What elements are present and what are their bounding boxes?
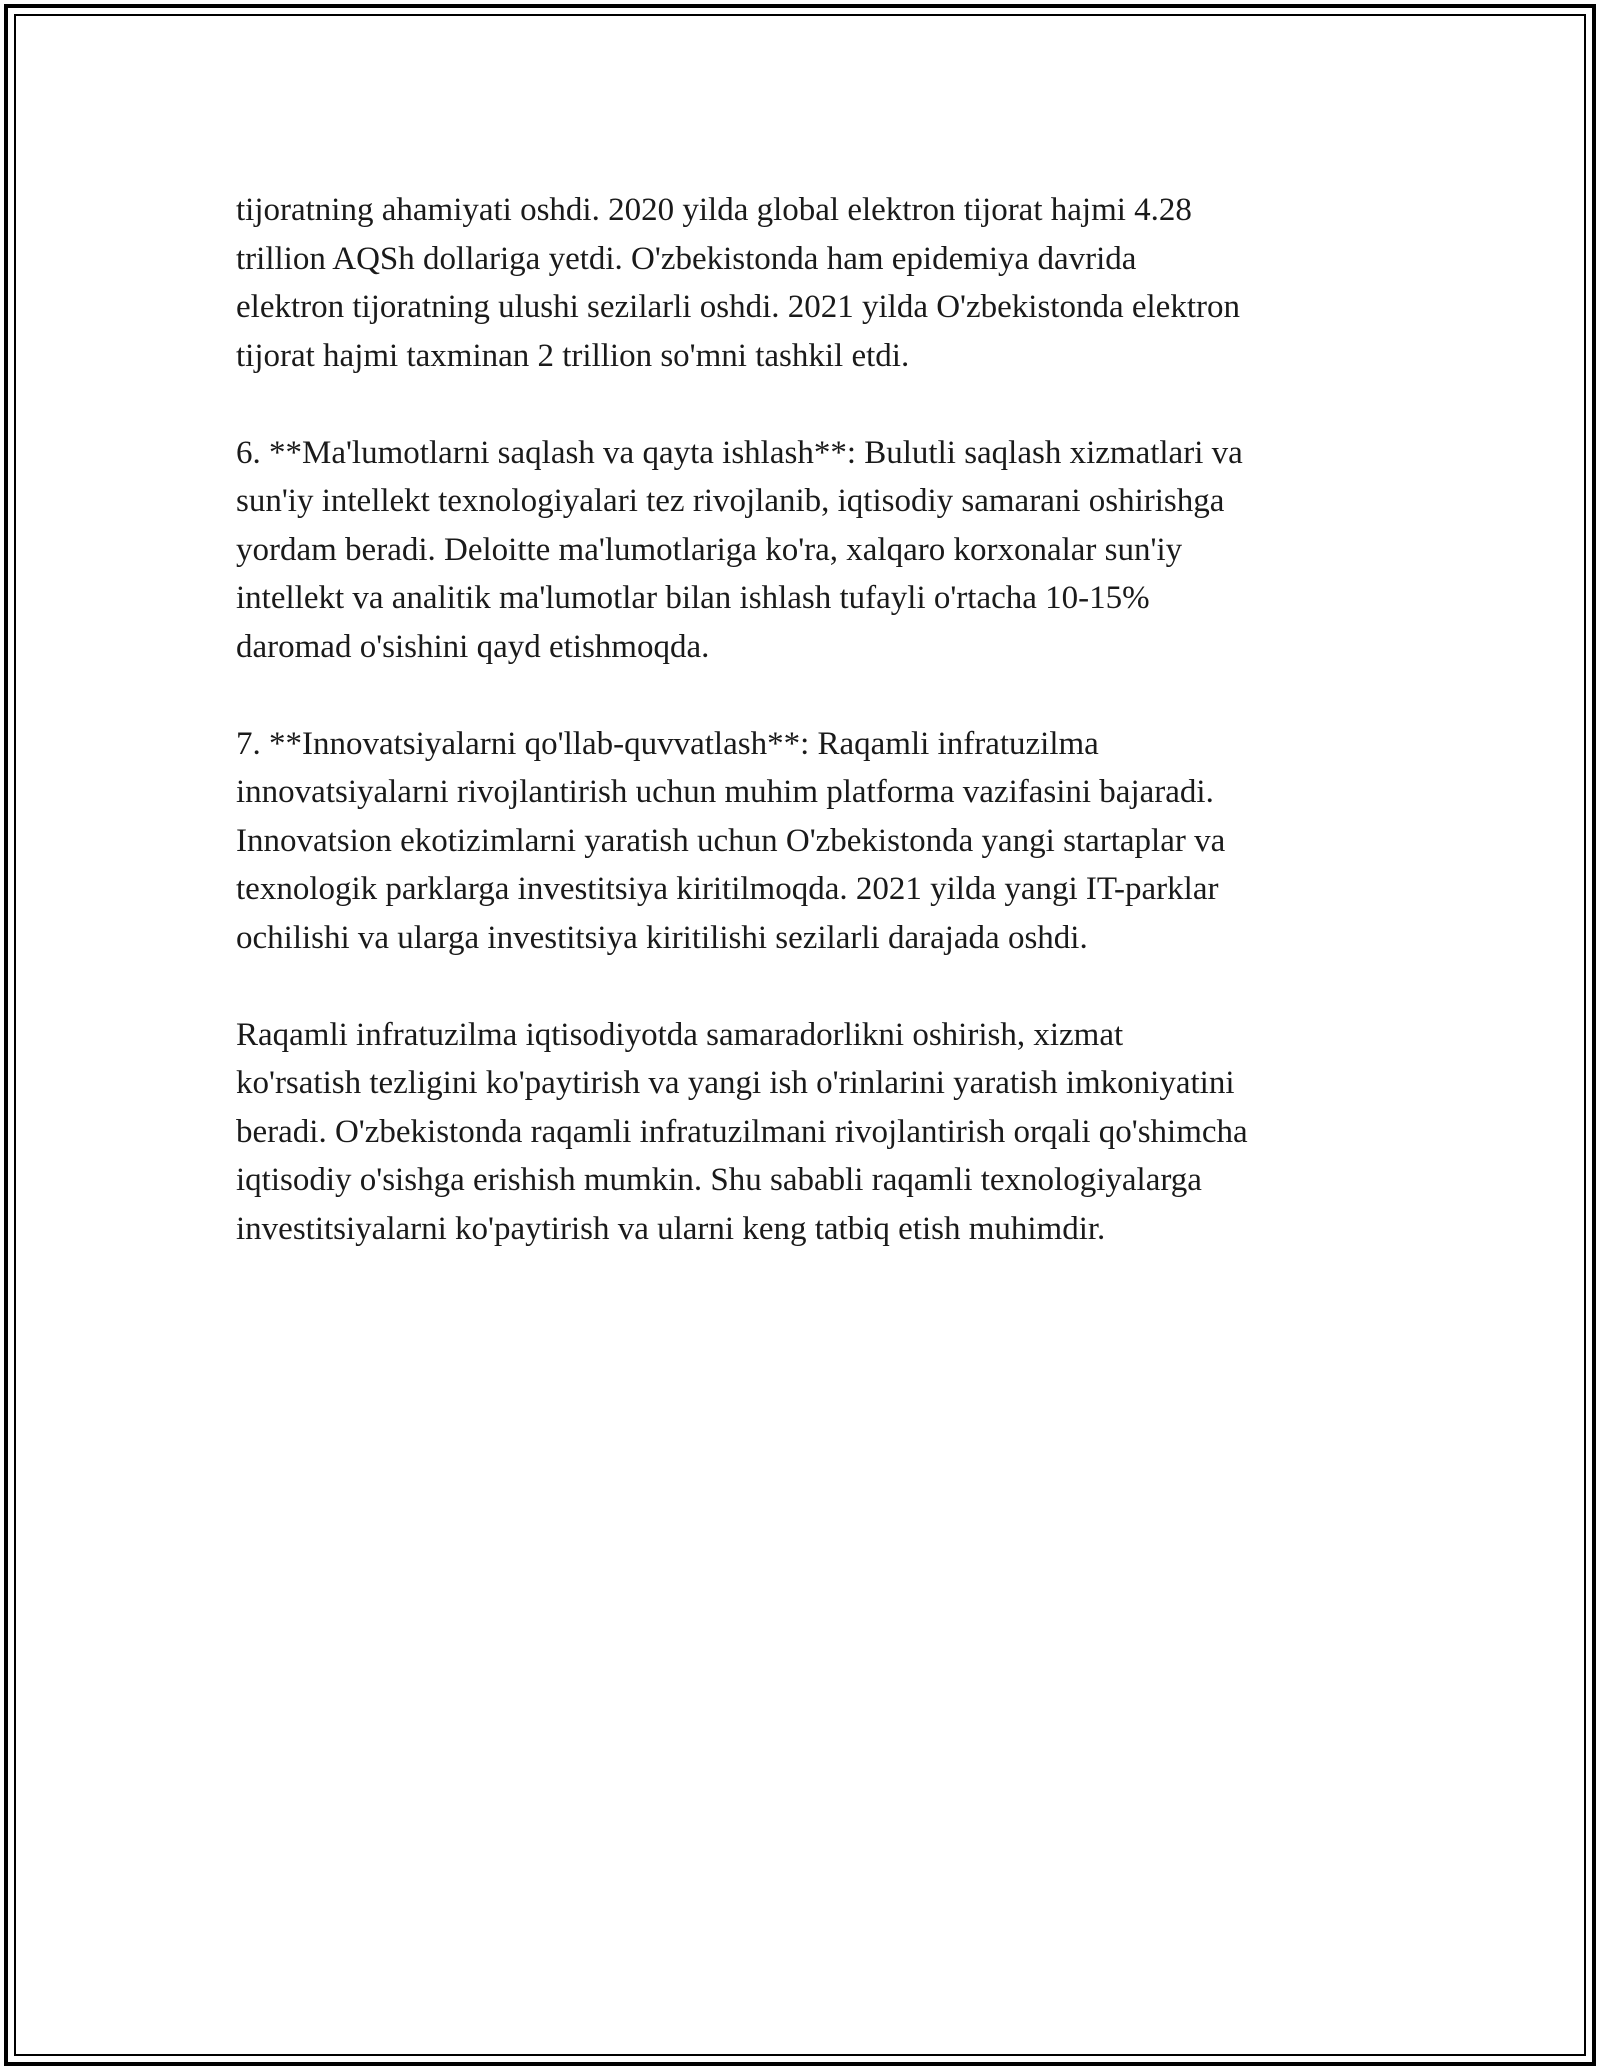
paragraph-data-storage	[236, 429, 1386, 672]
text-line: daromad o'sishini qayd etishmoqda.	[236, 628, 710, 665]
paragraph-innovation	[236, 720, 1386, 963]
paragraph-ecommerce	[236, 186, 1386, 380]
document-body	[236, 186, 1386, 1302]
text-line: texnologik parklarga investitsiya kiritilmoqda. 2021 yilda yangi IT-parklar	[236, 871, 1219, 907]
text-line: ko'rsatish tezligini ko'paytirish va yangi ish o'rinlarini yaratish imkoniyatini	[236, 1065, 1235, 1101]
text-line: innovatsiyalarni rivojlantirish uchun muhim platforma vazifasini bajaradi.	[236, 774, 1214, 810]
text-line: Innovatsion ekotizimlarni yaratish uchun O'zbekistonda yangi startaplar va	[236, 822, 1226, 859]
text-line: tijorat hajmi taxminan 2 trillion so'mni tashkil etdi.	[236, 337, 910, 374]
text-line: ochilishi va ularga investitsiya kiritilishi sezilarli darajada oshdi.	[236, 919, 1088, 956]
text-line: intellekt va analitik ma'lumotlar bilan ishlash tufayli o'rtacha 10-15%	[236, 580, 1150, 616]
text-line: beradi. O'zbekistonda raqamli infratuzilmani rivojlantirish orqali qo'shimcha	[236, 1113, 1248, 1150]
text-line: investitsiyalarni ko'paytirish va ularni keng tatbiq etish muhimdir.	[236, 1210, 1106, 1247]
text-line: iqtisodiy o'sishga erishish mumkin. Shu sababli raqamli texnologiyalarga	[236, 1162, 1202, 1198]
text-line: elektron tijoratning ulushi sezilarli oshdi. 2021 yilda O'zbekistonda elektron	[236, 289, 1240, 325]
paragraph-conclusion	[236, 1011, 1386, 1254]
text-line: tijoratning ahamiyati oshdi. 2020 yilda global elektron tijorat hajmi 4.28	[236, 192, 1192, 228]
text-line: 6. **Ma'lumotlarni saqlash va qayta ishlash**: Bulutli saqlash xizmatlari va	[236, 434, 1243, 471]
text-line: yordam beradi. Deloitte ma'lumotlariga ko'ra, xalqaro korxonalar sun'iy	[236, 531, 1183, 568]
text-line: Raqamli infratuzilma iqtisodiyotda samaradorlikni oshirish, xizmat	[236, 1016, 1124, 1053]
text-line: trillion AQSh dollariga yetdi. O'zbekistonda ham epidemiya davrida	[236, 240, 1137, 277]
text-line: sun'iy intellekt texnologiyalari tez rivojlanib, iqtisodiy samarani oshirishga	[236, 483, 1225, 519]
text-line: 7. **Innovatsiyalarni qo'llab-quvvatlash**: Raqamli infratuzilma	[236, 725, 1099, 762]
